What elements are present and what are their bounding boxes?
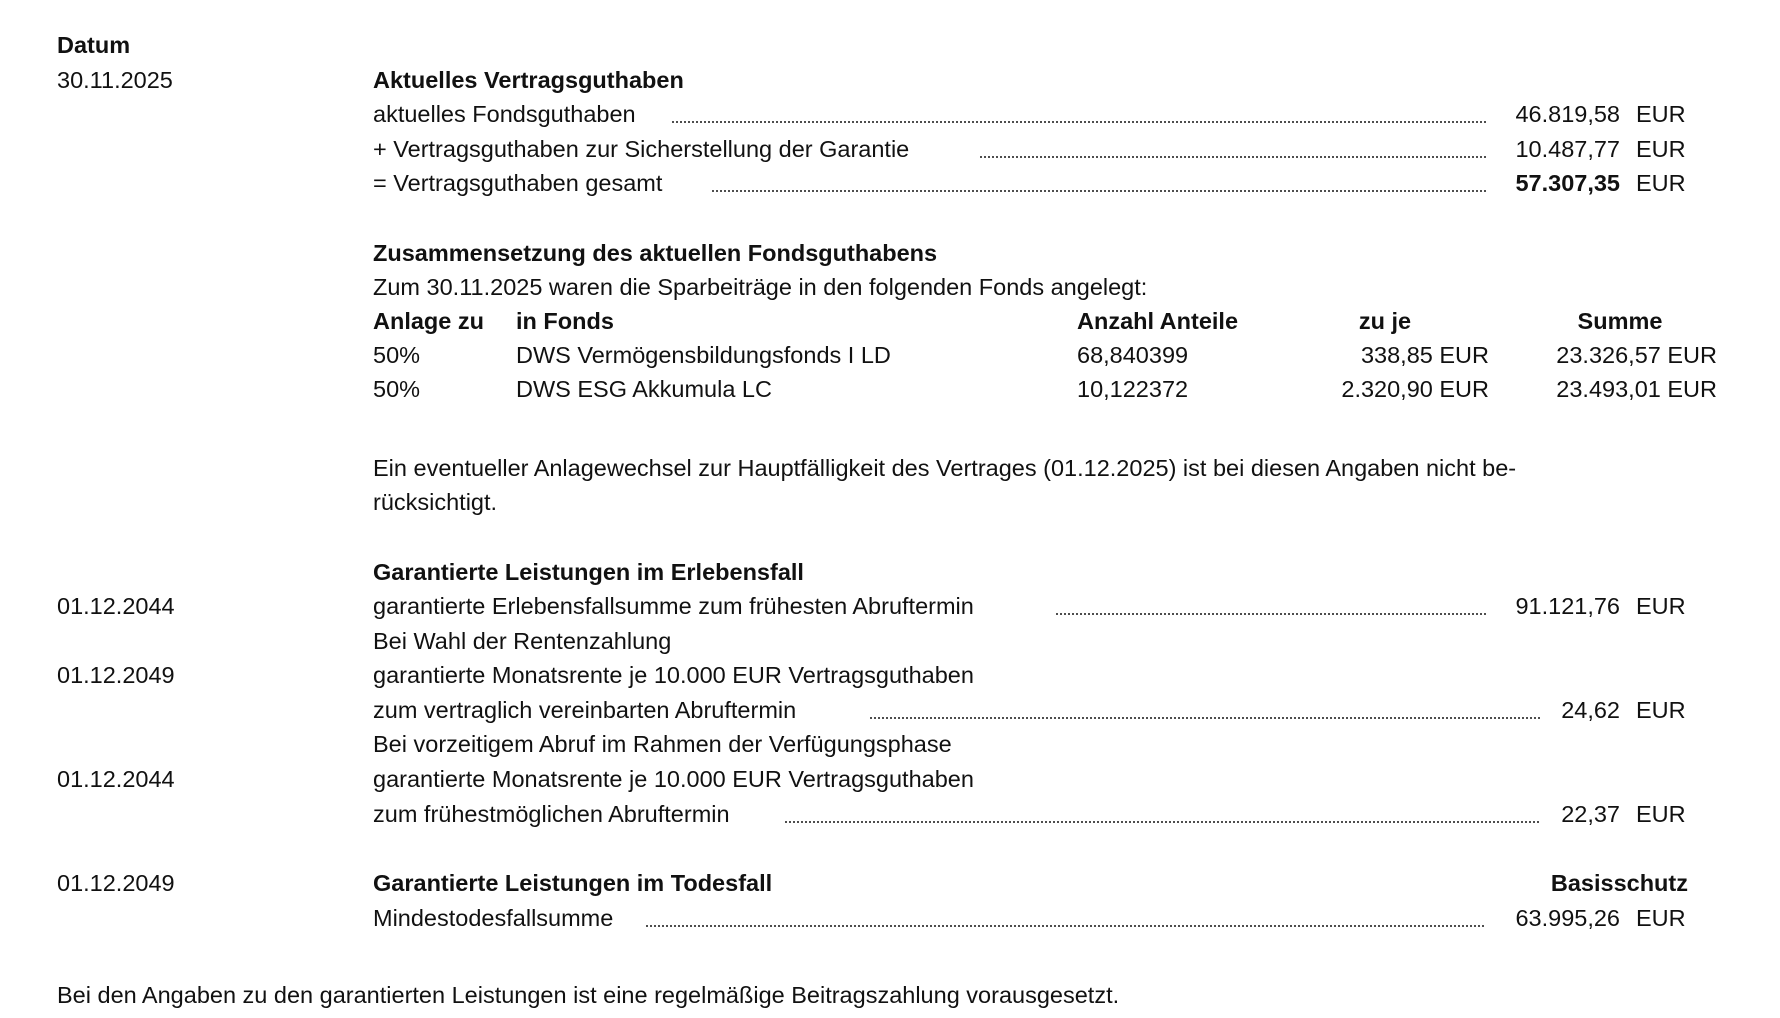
leader-dots xyxy=(869,716,1541,720)
currency-label: EUR xyxy=(1636,136,1686,162)
total-balance-label: = Vertragsguthaben gesamt xyxy=(373,170,663,196)
fund-row-units: 68,840399 xyxy=(1077,342,1189,368)
date-column-header: Datum xyxy=(57,32,131,58)
fund-row-share: 50% xyxy=(373,342,421,368)
currency-label: EUR xyxy=(1636,905,1686,931)
early-withdrawal-heading: Bei vorzeitigem Abruf im Rahmen der Verfügungsphase xyxy=(373,731,952,757)
composition-intro: Zum 30.11.2025 waren die Sparbeiträge in den folgenden Fonds angelegt: xyxy=(373,274,1148,300)
fund-balance-label: aktuelles Fondsguthaben xyxy=(373,101,636,127)
survival-sum-value: 91.121,76 xyxy=(1515,593,1620,619)
total-balance-value: 57.307,35 xyxy=(1515,170,1620,196)
survival-sum-label: garantierte Erlebensfallsumme zum frühesten Abruftermin xyxy=(373,593,974,619)
col-header-price: zu je xyxy=(1358,308,1412,334)
composition-title: Zusammensetzung des aktuellen Fondsguthabens xyxy=(373,240,938,266)
early-pension-value: 22,37 xyxy=(1561,801,1620,827)
leader-dots xyxy=(1055,612,1487,616)
col-header-units: Anzahl Anteile xyxy=(1077,308,1239,334)
pension-date: 01.12.2049 xyxy=(57,662,175,688)
fund-row-name: DWS Vermögensbildungsfonds I LD xyxy=(516,342,891,368)
currency-label: EUR xyxy=(1636,101,1686,127)
early-pension-date: 01.12.2044 xyxy=(57,766,175,792)
early-pension-label-line1: garantierte Monatsrente je 10.000 EUR Vertragsguthaben xyxy=(373,766,974,792)
currency-label: EUR xyxy=(1636,697,1686,723)
pension-label-line1: garantierte Monatsrente je 10.000 EUR Vertragsguthaben xyxy=(373,662,974,688)
current-balance-title: Aktuelles Vertragsguthaben xyxy=(373,67,684,93)
currency-label: EUR xyxy=(1636,170,1686,196)
col-header-sum: Summe xyxy=(1577,308,1663,334)
pension-value: 24,62 xyxy=(1561,697,1620,723)
fund-row-units: 10,122372 xyxy=(1077,376,1189,402)
survival-benefits-title: Garantierte Leistungen im Erlebensfall xyxy=(373,559,804,585)
allocation-note-line2: rücksichtigt. xyxy=(373,489,498,515)
death-date: 01.12.2049 xyxy=(57,870,175,896)
leader-dots xyxy=(711,189,1486,193)
fund-row-share: 50% xyxy=(373,376,421,402)
min-death-sum-label: Mindestodesfallsumme xyxy=(373,905,614,931)
leader-dots xyxy=(979,155,1486,159)
early-pension-label-line2: zum frühestmöglichen Abruftermin xyxy=(373,801,730,827)
currency-label: EUR xyxy=(1636,593,1686,619)
survival-date: 01.12.2044 xyxy=(57,593,175,619)
fund-row-price: 2.320,90 EUR xyxy=(1341,376,1489,402)
fund-row-name: DWS ESG Akkumula LC xyxy=(516,376,772,402)
guarantee-balance-label: + Vertragsguthaben zur Sicherstellung der Garantie xyxy=(373,136,910,162)
fund-row-sum: 23.493,01 EUR xyxy=(1556,376,1717,402)
guarantee-balance-value: 10.487,77 xyxy=(1515,136,1620,162)
currency-label: EUR xyxy=(1636,801,1686,827)
pension-choice-heading: Bei Wahl der Rentenzahlung xyxy=(373,628,672,654)
footer-note: Bei den Angaben zu den garantierten Leistungen ist eine regelmäßige Beitragszahlung vorausgesetzt. xyxy=(57,982,1120,1008)
fund-row-price: 338,85 EUR xyxy=(1360,342,1489,368)
col-header-share: Anlage zu xyxy=(373,308,484,334)
pension-label-line2: zum vertraglich vereinbarten Abruftermin xyxy=(373,697,797,723)
leader-dots xyxy=(784,820,1541,824)
leader-dots xyxy=(645,924,1486,928)
current-date: 30.11.2025 xyxy=(57,67,173,93)
allocation-note-line1: Ein eventueller Anlagewechsel zur Hauptfälligkeit des Vertrages (01.12.2025) ist bei diesen Angaben nicht be- xyxy=(373,455,1517,481)
death-benefits-title: Garantierte Leistungen im Todesfall xyxy=(373,870,773,896)
fund-row-sum: 23.326,57 EUR xyxy=(1556,342,1717,368)
leader-dots xyxy=(671,120,1486,124)
protection-type: Basisschutz xyxy=(1550,870,1688,896)
fund-balance-value: 46.819,58 xyxy=(1515,101,1620,127)
col-header-fund: in Fonds xyxy=(516,308,614,334)
min-death-sum-value: 63.995,26 xyxy=(1515,905,1620,931)
